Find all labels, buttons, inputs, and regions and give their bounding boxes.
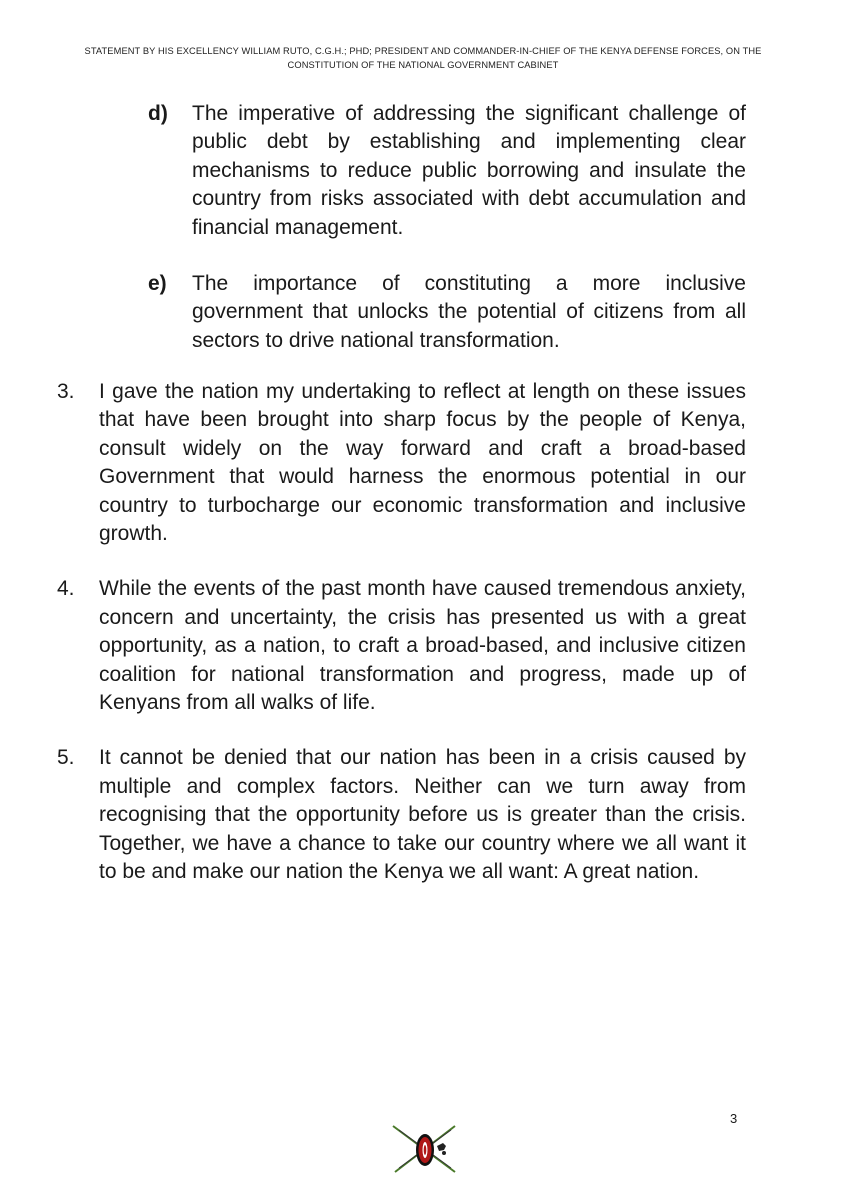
sub-item-list — [148, 100, 746, 383]
paragraph-text: While the events of the past month have caused tremendous anxiety, concern and uncertainty, the crisis has presented us with a great opportunity, as a nation, to craft a broad-based, and inclusive citizen coalition for national transformation and progress, made up of Kenyans from all walks of life. — [99, 577, 746, 715]
list-item-marker: d) — [148, 102, 168, 125]
list-item-marker: e) — [148, 272, 167, 296]
document-header — [60, 44, 786, 72]
header-line-2: CONSTITUTION OF THE NATIONAL GOVERNMENT CABINET — [287, 60, 559, 70]
paragraph-number: 3. — [57, 380, 75, 403]
paragraph-text: It cannot be denied that our nation has been in a crisis caused by multiple and complex factors. Neither can we turn away from recognising that the opportunity before us is greater than the crisis. Together, we have a chance to take our country where we all want it to be and make our nation the Kenya we all want: A great nation. — [99, 746, 746, 884]
list-item — [148, 100, 746, 242]
paragraph-number: 5. — [57, 746, 75, 770]
list-item-text: The imperative of addressing the significant challenge of public debt by establishing and implementing clear mechanisms to reduce public borrowing and insulate the country from risks associated with debt accumulation and financial management. — [192, 102, 746, 239]
numbered-paragraph — [57, 575, 746, 717]
numbered-paragraph — [57, 378, 746, 548]
paragraph-number: 4. — [57, 577, 75, 601]
numbered-paragraph — [57, 744, 746, 886]
page-number: 3 — [730, 1111, 738, 1126]
list-item-text: The importance of constituting a more inclusive government that unlocks the potential of citizens from all sectors to drive national transformation. — [192, 272, 746, 352]
kenya-coat-of-arms-icon — [389, 1120, 461, 1176]
header-line-1: STATEMENT BY HIS EXCELLENCY WILLIAM RUTO, C.G.H.; PHD; PRESIDENT AND COMMANDER-IN-CHIEF OF THE KENYA DEFENSE FORCES, ON THE — [84, 46, 762, 56]
numbered-paragraph-list — [57, 378, 746, 914]
paragraph-text: I gave the nation my undertaking to reflect at length on these issues that have been brought into sharp focus by the people of Kenya, consult widely on the way forward and craft a broad-based Government that would harness the enormous potential in our country to turbocharge our economic transformation and inclusive growth. — [99, 380, 746, 546]
list-item — [148, 270, 746, 355]
